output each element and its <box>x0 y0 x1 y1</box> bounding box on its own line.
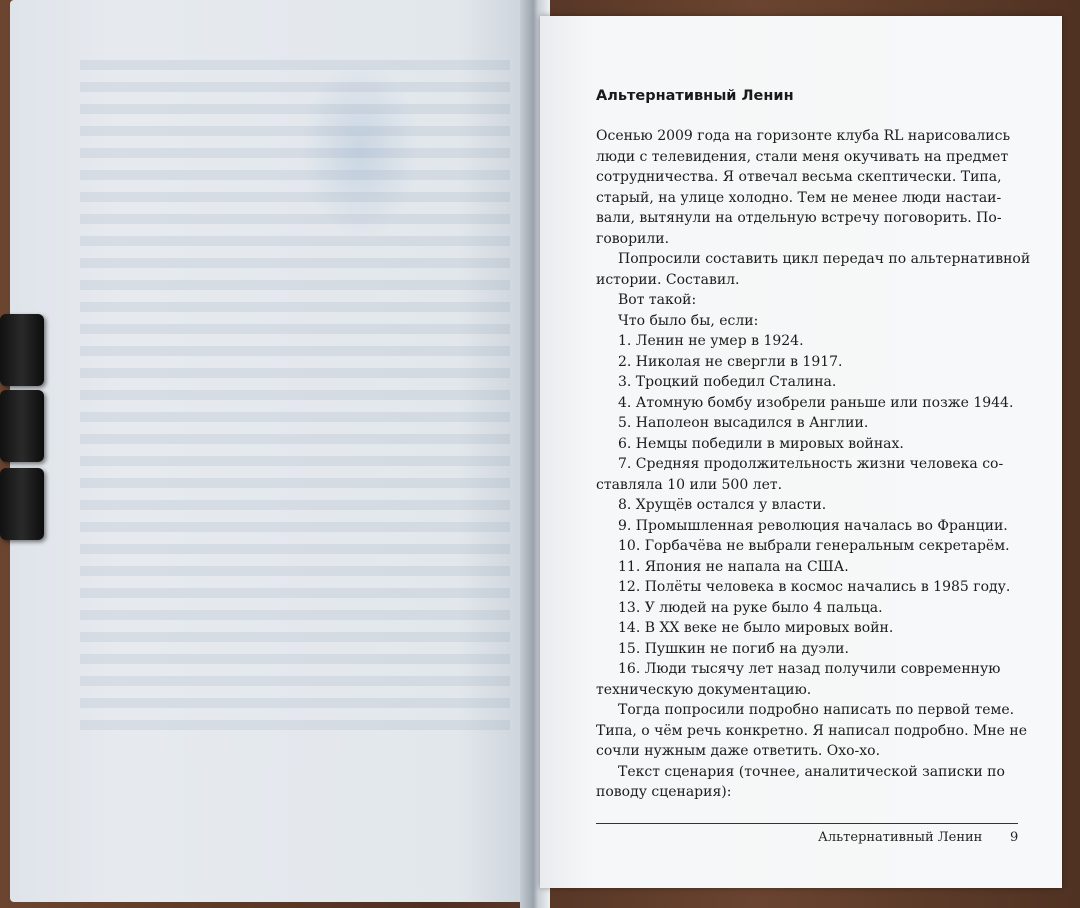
text-line: 4. Атомную бомбу изобрели раньше или позже 1944. <box>618 394 1014 411</box>
text-line: 7. Средняя продолжительность жизни человека со- <box>618 456 1004 472</box>
running-title: Альтернативный Ленин <box>818 830 983 845</box>
text-line: Вот такой: <box>618 292 697 308</box>
text-line: техническую документацию. <box>596 681 812 698</box>
text-line: сочли нужным даже ответить. Охо-хо. <box>596 743 881 759</box>
text-line: ставляла 10 или 500 лет. <box>596 476 783 493</box>
text-line: говорили. <box>596 230 670 247</box>
text-line: 8. Хрущёв остался у власти. <box>618 497 827 513</box>
text-line: 10. Горбачёва не выбрали генеральным секретарём. <box>618 538 1010 554</box>
binder-clip <box>0 390 44 462</box>
text-line: вали, вытянули на отдельную встречу поговорить. По- <box>596 210 1002 226</box>
text-line: 6. Немцы победили в мировых войнах. <box>618 435 904 452</box>
text-line: старый, на улице холодно. Тем не менее люди настаи- <box>596 189 1002 206</box>
left-page <box>10 0 538 902</box>
text-line: 16. Люди тысячу лет назад получили современную <box>618 661 1001 677</box>
text-line: Типа, о чём речь конкретно. Я написал подробно. Мне не <box>596 722 1027 739</box>
text-line: 2. Николая не свергли в 1917. <box>618 353 843 370</box>
text-line: Что было бы, если: <box>618 312 759 329</box>
text-line: 15. Пушкин не погиб на дуэли. <box>618 640 849 657</box>
text-line: истории. Составил. <box>596 271 740 288</box>
body-text <box>596 126 1031 803</box>
bleed-through-illustration <box>300 60 420 240</box>
text-line: 11. Япония не напала на США. <box>618 558 849 575</box>
chapter-heading: Альтернативный Ленин <box>596 88 794 104</box>
text-line: сотрудничества. Я отвечал весьма скептически. Типа, <box>596 169 1002 185</box>
text-line: Попросили составить цикл передач по альтернативной <box>618 251 1031 267</box>
text-line: 5. Наполеон высадился в Англии. <box>618 415 869 431</box>
text-line: 3. Троцкий победил Сталина. <box>618 374 837 390</box>
text-line: Текст сценария (точнее, аналитической записки по <box>618 763 1005 780</box>
page-number: 9 <box>1010 830 1019 845</box>
text-line: люди с телевидения, стали меня окучивать на предмет <box>596 148 1009 165</box>
text-line: 14. В XX веке не было мировых войн. <box>618 620 894 636</box>
bleed-through-text <box>80 60 510 740</box>
text-line: Тогда попросили подробно написать по первой теме. <box>618 702 1015 718</box>
text-line: Осенью 2009 года на горизонте клуба RL нарисовались <box>596 128 1011 144</box>
binder-clip <box>0 468 44 540</box>
text-line: 1. Ленин не умер в 1924. <box>618 333 804 349</box>
binder-clip <box>0 314 44 386</box>
text-line: 13. У людей на руке было 4 пальца. <box>618 599 883 616</box>
footer-rule <box>596 823 1018 824</box>
text-line: 9. Промышленная революция началась во Франции. <box>618 517 1008 534</box>
text-line: поводу сценария): <box>596 784 732 800</box>
text-line: 12. Полёты человека в космос начались в 1985 году. <box>618 579 1011 595</box>
right-page <box>540 16 1062 888</box>
